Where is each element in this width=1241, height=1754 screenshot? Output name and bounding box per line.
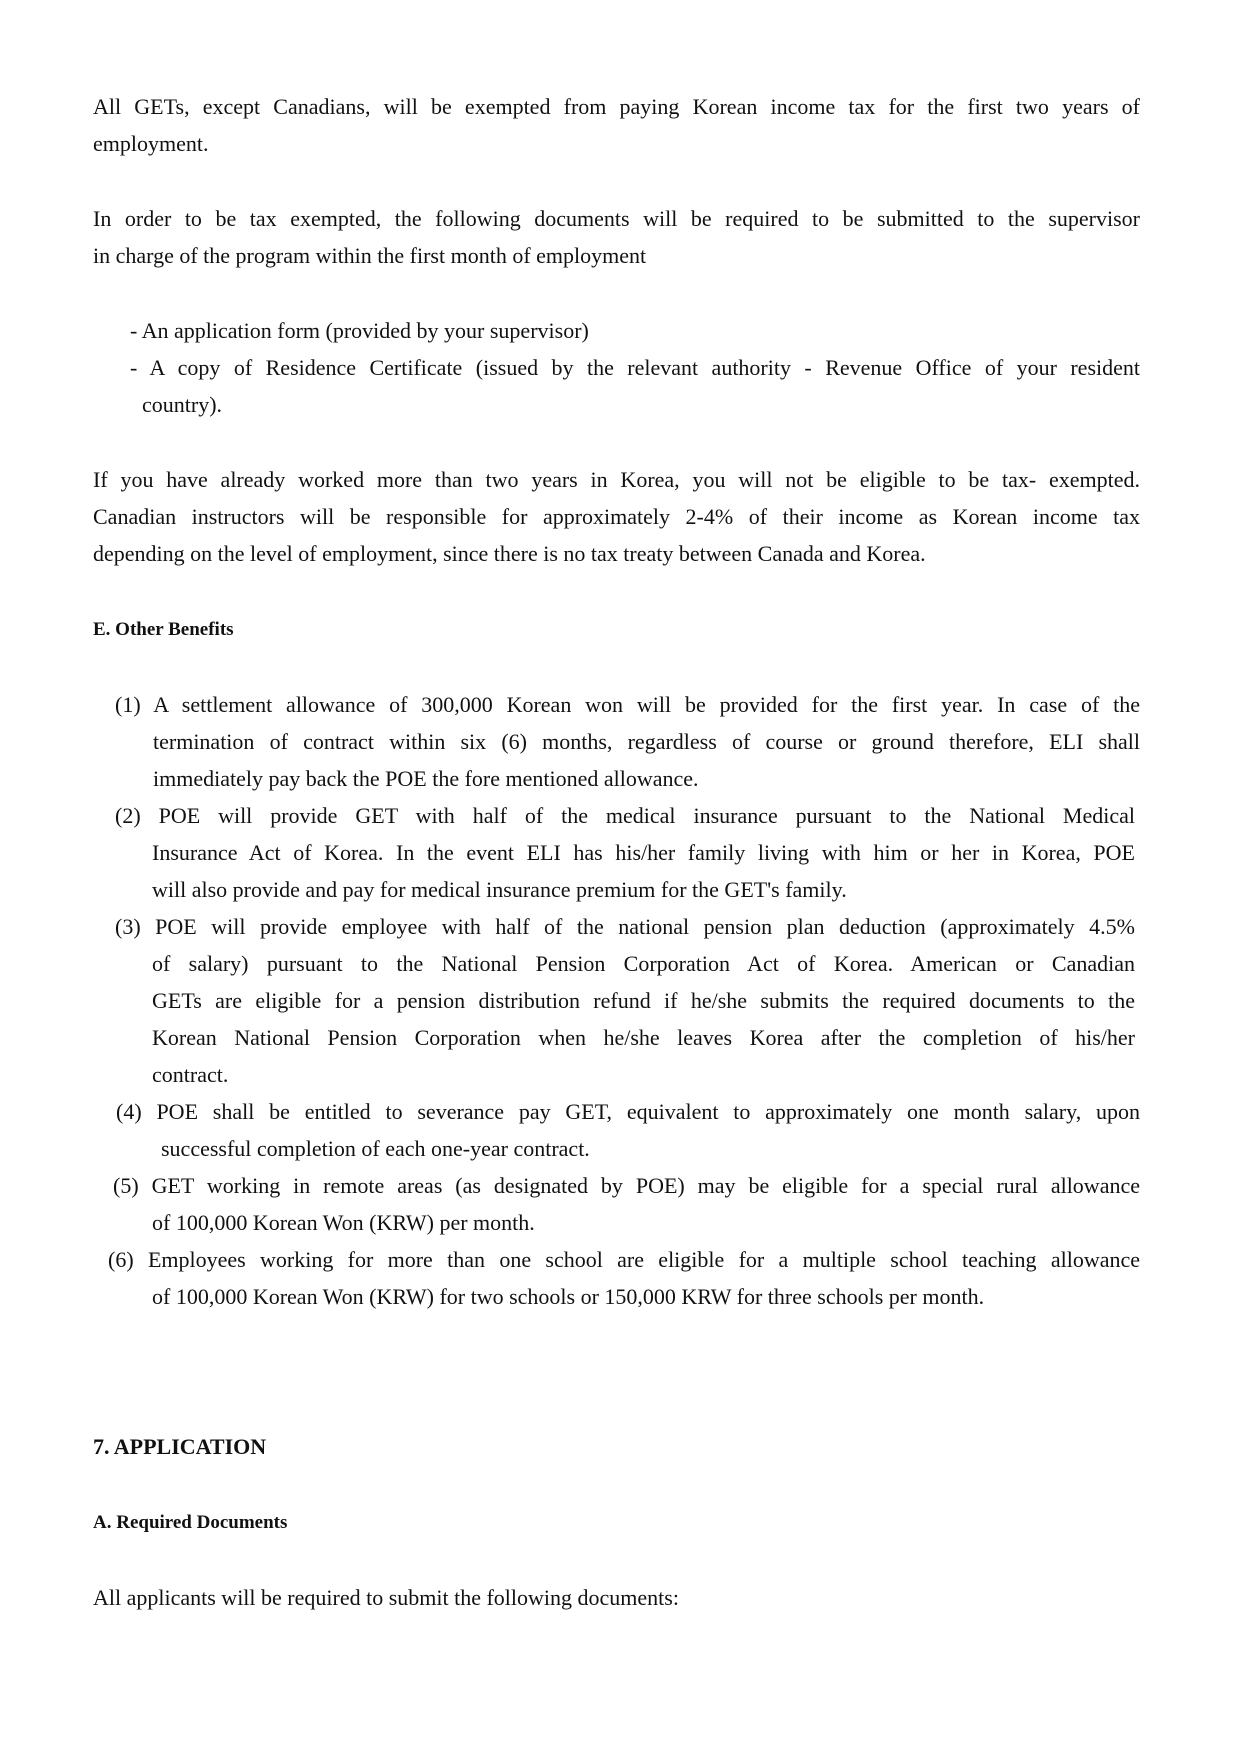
application-intro-text: All applicants will be required to submit the following documents: bbox=[93, 1585, 679, 1610]
benefit-item-line: of 100,000 Korean Won (KRW) for two schools or 150,000 KRW for three schools per month. bbox=[152, 1284, 985, 1309]
benefit-item-line: Korean National Pension Corporation when he/she leaves Korea after the completion of his/her bbox=[152, 1025, 1135, 1050]
text-line: Canadian instructors will be responsible for approximately 2-4% of their income as Korean income tax bbox=[93, 504, 1140, 529]
benefit-item-line: immediately pay back the POE the fore mentioned allowance. bbox=[153, 766, 699, 791]
subsection-heading-required-documents: A. Required Documents bbox=[93, 1512, 288, 1533]
benefit-item-line: successful completion of each one-year contract. bbox=[161, 1136, 590, 1161]
benefit-item-line: of 100,000 Korean Won (KRW) per month. bbox=[152, 1210, 535, 1235]
text-line: employment. bbox=[93, 131, 209, 156]
benefit-item: (2) POE will provide GET with half of the medical insurance pursuant to the National Medical bbox=[115, 803, 1135, 828]
list-item-continuation: country). bbox=[142, 392, 223, 417]
list-item: - A copy of Residence Certificate (issued by the relevant authority - Revenue Office of your resident bbox=[130, 355, 1140, 380]
benefit-item-line: Insurance Act of Korea. In the event ELI has his/her family living with him or her in Korea, POE bbox=[152, 840, 1135, 865]
section-heading-application: 7. APPLICATION bbox=[93, 1434, 267, 1459]
benefit-item-line: of salary) pursuant to the National Pension Corporation Act of Korea. American or Canadian bbox=[152, 951, 1135, 976]
text-line: depending on the level of employment, since there is no tax treaty between Canada and Korea. bbox=[93, 541, 926, 566]
text-line: In order to be tax exempted, the following documents will be required to be submitted to the supervisor bbox=[93, 206, 1140, 231]
benefit-item-line: termination of contract within six (6) months, regardless of course or ground therefore, ELI shall bbox=[153, 729, 1140, 754]
benefit-item: (5) GET working in remote areas (as designated by POE) may be eligible for a special rural allowance bbox=[113, 1173, 1140, 1198]
text-line: If you have already worked more than two years in Korea, you will not be eligible to be tax- exempted. bbox=[93, 467, 1140, 492]
benefit-item: (1) A settlement allowance of 300,000 Korean won will be provided for the first year. In case of the bbox=[115, 692, 1140, 717]
benefit-item-line: will also provide and pay for medical insurance premium for the GET's family. bbox=[152, 877, 847, 902]
benefit-item-line: GETs are eligible for a pension distribution refund if he/she submits the required documents to the bbox=[152, 988, 1135, 1013]
benefit-item: (6) Employees working for more than one school are eligible for a multiple school teaching allowance bbox=[108, 1247, 1140, 1272]
benefit-item: (3) POE will provide employee with half of the national pension plan deduction (approximately 4.5% bbox=[115, 914, 1135, 939]
section-heading-other-benefits: E. Other Benefits bbox=[93, 619, 234, 640]
benefit-item: (4) POE shall be entitled to severance pay GET, equivalent to approximately one month salary, upon bbox=[116, 1099, 1140, 1124]
text-line: All GETs, except Canadians, will be exempted from paying Korean income tax for the first two years of bbox=[93, 94, 1140, 119]
text-line: in charge of the program within the first month of employment bbox=[93, 243, 647, 268]
benefit-item-line: contract. bbox=[152, 1062, 229, 1087]
list-item: - An application form (provided by your supervisor) bbox=[130, 318, 589, 343]
